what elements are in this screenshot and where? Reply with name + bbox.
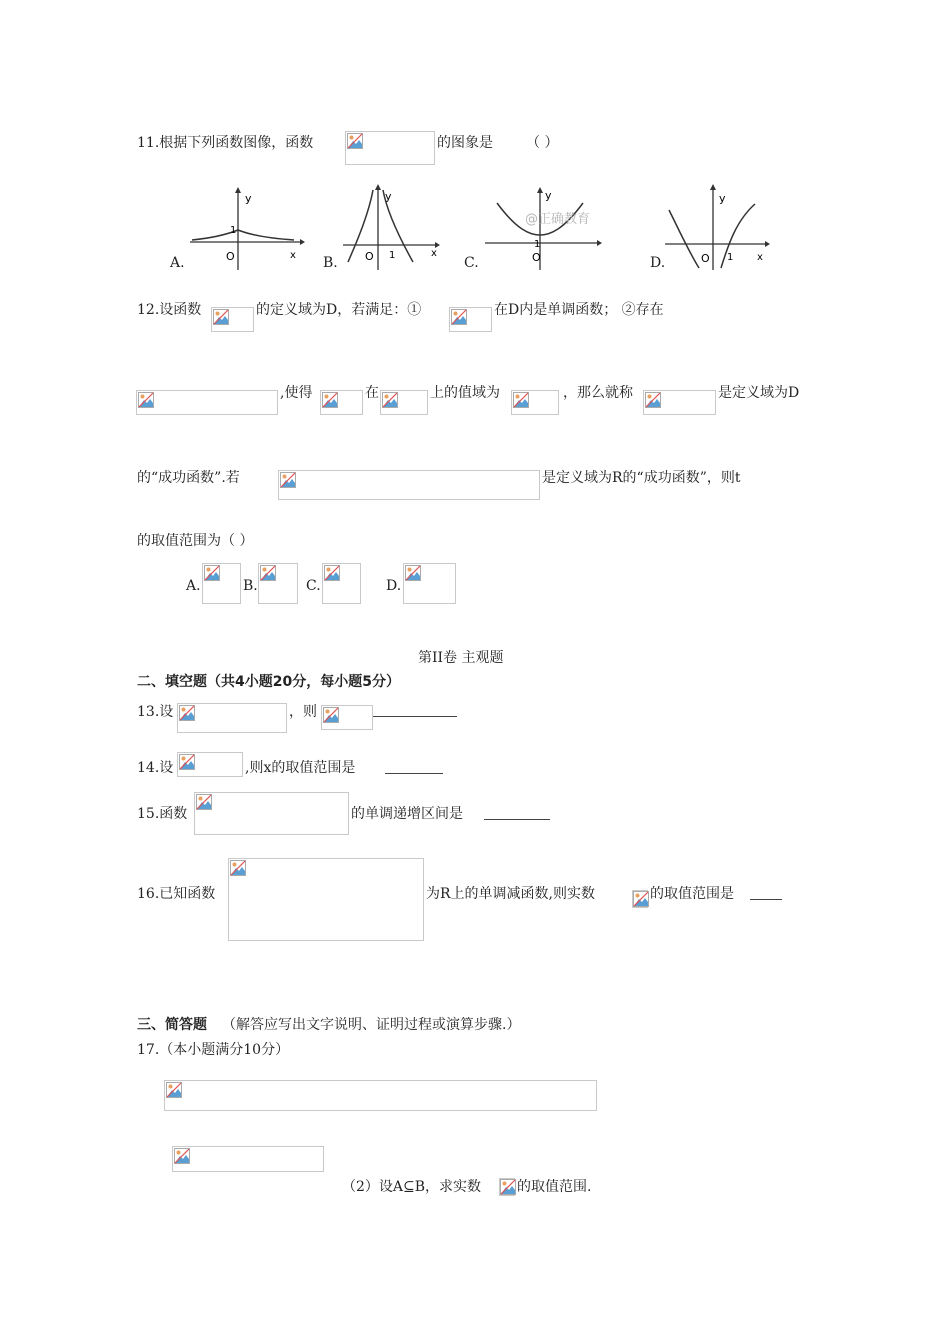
q11-suffix: 的图象是 <box>437 135 493 151</box>
q12-fx-image-3 <box>320 390 363 415</box>
broken-image-icon <box>179 754 195 770</box>
broken-image-icon <box>500 1179 516 1195</box>
q13-answer-blank[interactable] <box>373 716 457 717</box>
broken-image-icon <box>405 565 421 581</box>
broken-image-icon <box>213 309 229 325</box>
q17-part1-image <box>172 1146 324 1172</box>
q11-a-x-label: x <box>290 250 296 261</box>
q13-text-a: 13.设 <box>137 704 174 720</box>
broken-image-icon <box>513 392 529 408</box>
q12-interval-image <box>136 390 278 415</box>
q12-line2-e: 是定义域为D <box>718 385 800 401</box>
q11-d-one-label: 1 <box>727 252 734 263</box>
broken-image-icon <box>451 309 467 325</box>
q12-choice-c-image <box>322 563 361 604</box>
section-fill-title: 二、填空题（共4小题20分，每小题5分） <box>137 674 400 690</box>
q11-b-x-label: x <box>431 248 437 259</box>
q11-graph-c <box>485 185 605 270</box>
q16-text-c: 的取值范围是 <box>650 886 734 902</box>
broken-image-icon <box>322 392 338 408</box>
q12-choice-b-label: B. <box>243 578 258 594</box>
q11-b-y-label: y <box>385 190 392 203</box>
section-short-answer-note: （解答应写出文字说明、证明过程或演算步骤.） <box>222 1017 521 1033</box>
q11-watermark: @正确教育 <box>525 212 591 227</box>
broken-image-icon <box>179 705 195 721</box>
q15-text-a: 15.函数 <box>137 806 188 822</box>
broken-image-icon <box>260 565 276 581</box>
broken-image-icon <box>196 794 212 810</box>
q12-line2-d: ，那么就称 <box>563 385 633 401</box>
q11-c-y-label: y <box>545 189 552 202</box>
q12-line2-b: 在 <box>365 385 379 401</box>
q12-line3-b: 是定义域为R的“成功函数”，则t <box>542 470 741 486</box>
q11-b-one-label: 1 <box>389 250 396 261</box>
q11-c-one-label: 1 <box>534 239 541 250</box>
q15-function-image <box>194 792 349 835</box>
q12-line2-a: ,使得 <box>280 385 313 401</box>
q11-a-origin-label: O <box>226 250 235 263</box>
q14-condition-image <box>177 752 243 777</box>
q15-answer-blank[interactable] <box>484 819 550 820</box>
q12-line1-c: 在D内是单调函数； ②存在 <box>494 302 664 318</box>
q16-variable-image <box>632 890 648 908</box>
q11-graph-b <box>343 182 443 270</box>
q11-answer-bracket: （ ） <box>526 135 559 151</box>
q13-target-image <box>321 705 373 730</box>
q11-d-x-label: x <box>757 252 763 263</box>
section-short-answer-title: 三、简答题 <box>137 1017 207 1033</box>
q12-line4: 的取值范围为（ ） <box>137 533 254 549</box>
q12-choice-c-label: C. <box>306 578 321 594</box>
broken-image-icon <box>204 565 220 581</box>
q11-option-d-label: D. <box>650 255 666 271</box>
q17-part2-text-a: （2）设A⊆B，求实数 <box>342 1179 482 1195</box>
q17-set-definition-image <box>164 1080 597 1111</box>
q12-line1-a: 12.设函数 <box>137 302 202 318</box>
q11-option-c-label: C. <box>464 255 479 271</box>
q11-d-y-label: y <box>719 192 726 205</box>
q12-choice-d-image <box>403 563 456 604</box>
broken-image-icon <box>138 392 154 408</box>
broken-image-icon <box>633 891 649 907</box>
q16-text-a: 16.已知函数 <box>137 886 216 902</box>
broken-image-icon <box>280 472 296 488</box>
q16-piecewise-function-image <box>228 858 424 941</box>
broken-image-icon <box>645 392 661 408</box>
q13-text-b: ，则 <box>289 704 317 720</box>
q11-formula-image <box>345 131 435 165</box>
q11-c-origin-label: O <box>532 251 541 264</box>
q11-prefix: 11.根据下列函数图像，函数 <box>137 135 314 151</box>
broken-image-icon <box>174 1148 190 1164</box>
q14-text-b: ,则x的取值范围是 <box>245 760 356 776</box>
broken-image-icon <box>347 133 363 149</box>
q13-condition-image <box>177 703 287 733</box>
broken-image-icon <box>323 707 339 723</box>
q12-choice-b-image <box>258 563 298 604</box>
q12-line1-b: 的定义域为D，若满足：① <box>256 302 422 318</box>
q11-a-y-label: y <box>245 192 252 205</box>
q12-choice-a-image <box>202 563 241 604</box>
q12-fx-image-4 <box>643 390 716 415</box>
broken-image-icon <box>166 1082 182 1098</box>
q11-graph-a <box>190 185 305 270</box>
q11-d-origin-label: O <box>701 252 710 265</box>
broken-image-icon <box>324 565 340 581</box>
q12-function-image <box>278 470 540 500</box>
q16-text-b: 为R上的单调减函数,则实数 <box>426 886 595 902</box>
q17-variable-image <box>499 1178 515 1196</box>
q16-answer-blank[interactable] <box>750 899 782 900</box>
q11-graph-d <box>665 182 775 270</box>
q12-choice-d-label: D. <box>386 578 402 594</box>
q12-fx-image-2 <box>449 307 492 332</box>
q17-part2-text-b: 的取值范围. <box>517 1179 592 1195</box>
q17-header: 17.（本小题满分10分） <box>137 1042 290 1058</box>
q11-option-a-label: A. <box>170 255 185 271</box>
q11-a-one-label: 1 <box>230 225 237 236</box>
q15-text-b: 的单调递增区间是 <box>351 806 463 822</box>
part2-title: 第II卷 主观题 <box>418 650 504 666</box>
q11-b-origin-label: O <box>365 250 374 263</box>
q14-text-a: 14.设 <box>137 760 174 776</box>
q12-line2-c: 上的值域为 <box>430 385 500 401</box>
broken-image-icon <box>230 860 246 876</box>
q12-ab-image <box>380 390 428 415</box>
q11-option-b-label: B. <box>323 255 338 271</box>
q12-range-image <box>511 390 559 415</box>
q12-line3-a: 的“成功函数”.若 <box>137 470 240 486</box>
q12-choice-a-label: A. <box>186 578 201 594</box>
q14-answer-blank[interactable] <box>385 773 443 774</box>
q12-fx-image <box>211 307 254 332</box>
broken-image-icon <box>382 392 398 408</box>
